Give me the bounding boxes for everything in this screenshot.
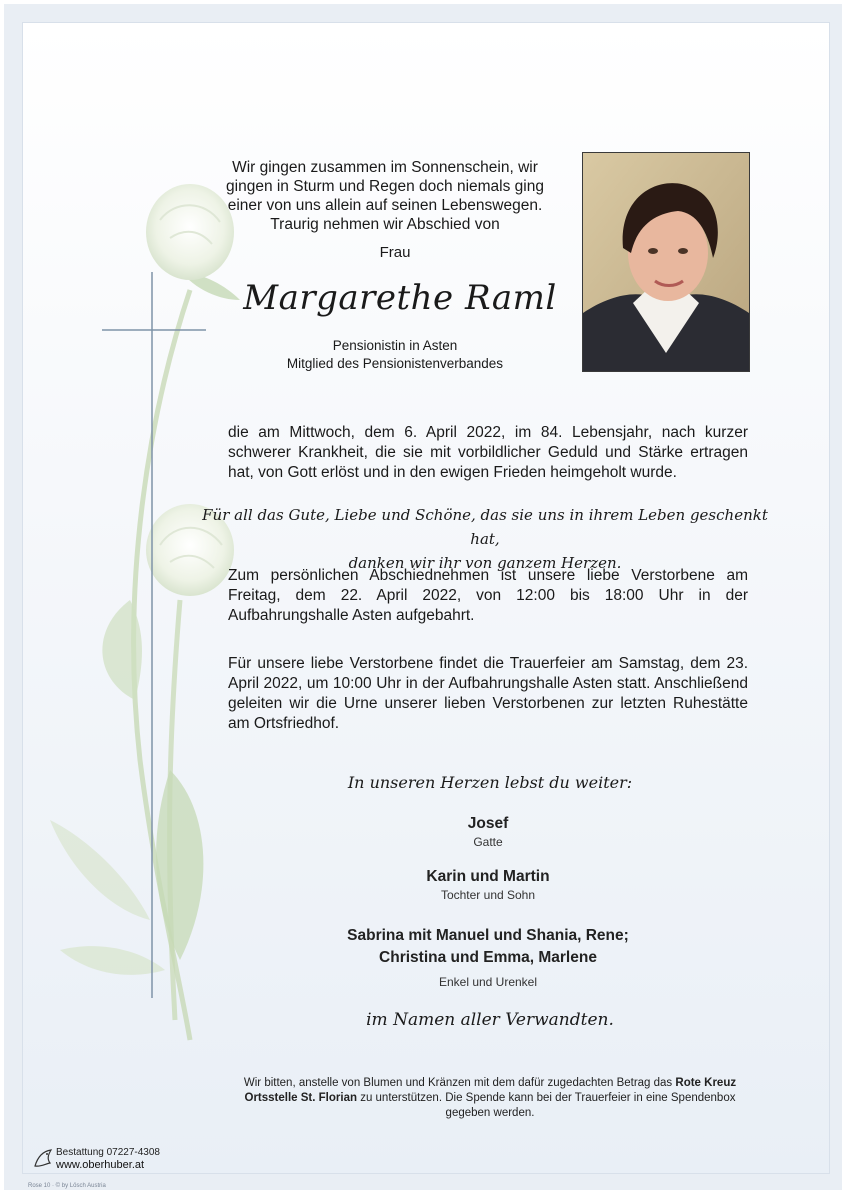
rose-leaf-1 (102, 600, 142, 700)
donation-text: Wir bitten, anstelle von Blumen und Kränzen mit dem dafür zugedachten Betrag das (243, 1077, 676, 1089)
deceased-portrait (582, 152, 750, 372)
subtitle-line: Mitglied des Pensionistenverbandes (286, 356, 504, 371)
salutation: Frau (379, 244, 411, 261)
death-notice-paragraph: die am Mittwoch, dem 6. April 2022, im 84. Lebensjahr, nach kurzer schwerer Krankheit, die sie mit vorbildlicher Geduld und Stärke ertragen hat, von Gott erlöst und in den ewigen Frieden heimgeholt wurde. (228, 424, 748, 481)
rose-decoration (30, 160, 260, 1060)
template-credit: Rose 10 · © by Lösch Austria (28, 1183, 106, 1189)
mourner-names: Sabrina mit Manuel und Shania, Rene; (347, 927, 629, 944)
subtitle-line: Pensionistin in Asten (332, 338, 458, 353)
verse-line: einer von uns allein auf seinen Lebenswegen. (227, 197, 543, 214)
deceased-name: Margarethe Raml (243, 278, 557, 318)
undertaker-phone: Bestattung 07227-4308 (56, 1147, 160, 1158)
donation-text: zu unterstützen. Die Spende kann bei der Trauerfeier in eine Spendenbox gegeben werden. (357, 1092, 736, 1119)
deceased-description (230, 337, 560, 373)
verse-line: Traurig nehmen wir Abschied von (270, 216, 500, 233)
mourner-names: Karin und Martin (426, 868, 550, 885)
mourner-names: Josef (467, 815, 509, 832)
verse-line: gingen in Sturm und Regen doch niemals ging (226, 178, 544, 195)
funeral-paragraph: Für unsere liebe Verstorbene findet die Trauerfeier am Samstag, dem 23. April 2022, um 10:00 Uhr in der Aufbahrungshalle Asten statt. Anschließend geleiten wir die Urne unserer lieben Verstorbenen zur letzten Ruhestätte am Ortsfriedhof. (228, 655, 748, 732)
verse-line: Wir gingen zusammen im Sonnenschein, wir (232, 159, 538, 176)
mourner-names: Christina und Emma, Marlene (379, 949, 597, 966)
thanks-line: Für all das Gute, Liebe und Schöne, das sie uns in ihrem Leben geschenkt hat, (202, 506, 768, 548)
rose-leaf-4 (60, 946, 165, 975)
viewing-paragraph: Zum persönlichen Abschiednehmen ist unsere liebe Verstorbene am Freitag, dem 22. April 2022, von 12:00 bis 18:00 Uhr in der Aufbahrungshalle Asten aufgebahrt. (228, 567, 748, 624)
rose-leaf-3 (50, 820, 150, 920)
mourner-relation: Tochter und Sohn (440, 888, 536, 902)
rose-leaf-2 (156, 770, 203, 960)
mourner-group (318, 925, 658, 993)
donation-recipient: Rote Kreuz Ortsstelle St. Florian (244, 1077, 737, 1104)
memorial-verse (200, 158, 570, 234)
dove-logo-icon (32, 1146, 54, 1172)
closing-line: im Namen aller Verwandten. (366, 1010, 614, 1030)
mourner-relation: Gatte (473, 835, 503, 849)
thanks-line: danken wir ihr von ganzem Herzen. (348, 554, 622, 572)
mourner-group (388, 815, 588, 849)
donation-note (240, 1076, 740, 1121)
thanks-text (200, 503, 770, 575)
mourner-group (388, 868, 588, 902)
undertaker-website[interactable]: www.oberhuber.at (56, 1159, 145, 1171)
mourner-relation: Enkel und Urenkel (438, 975, 538, 989)
mourners-heading: In unseren Herzen lebst du weiter: (347, 773, 633, 792)
